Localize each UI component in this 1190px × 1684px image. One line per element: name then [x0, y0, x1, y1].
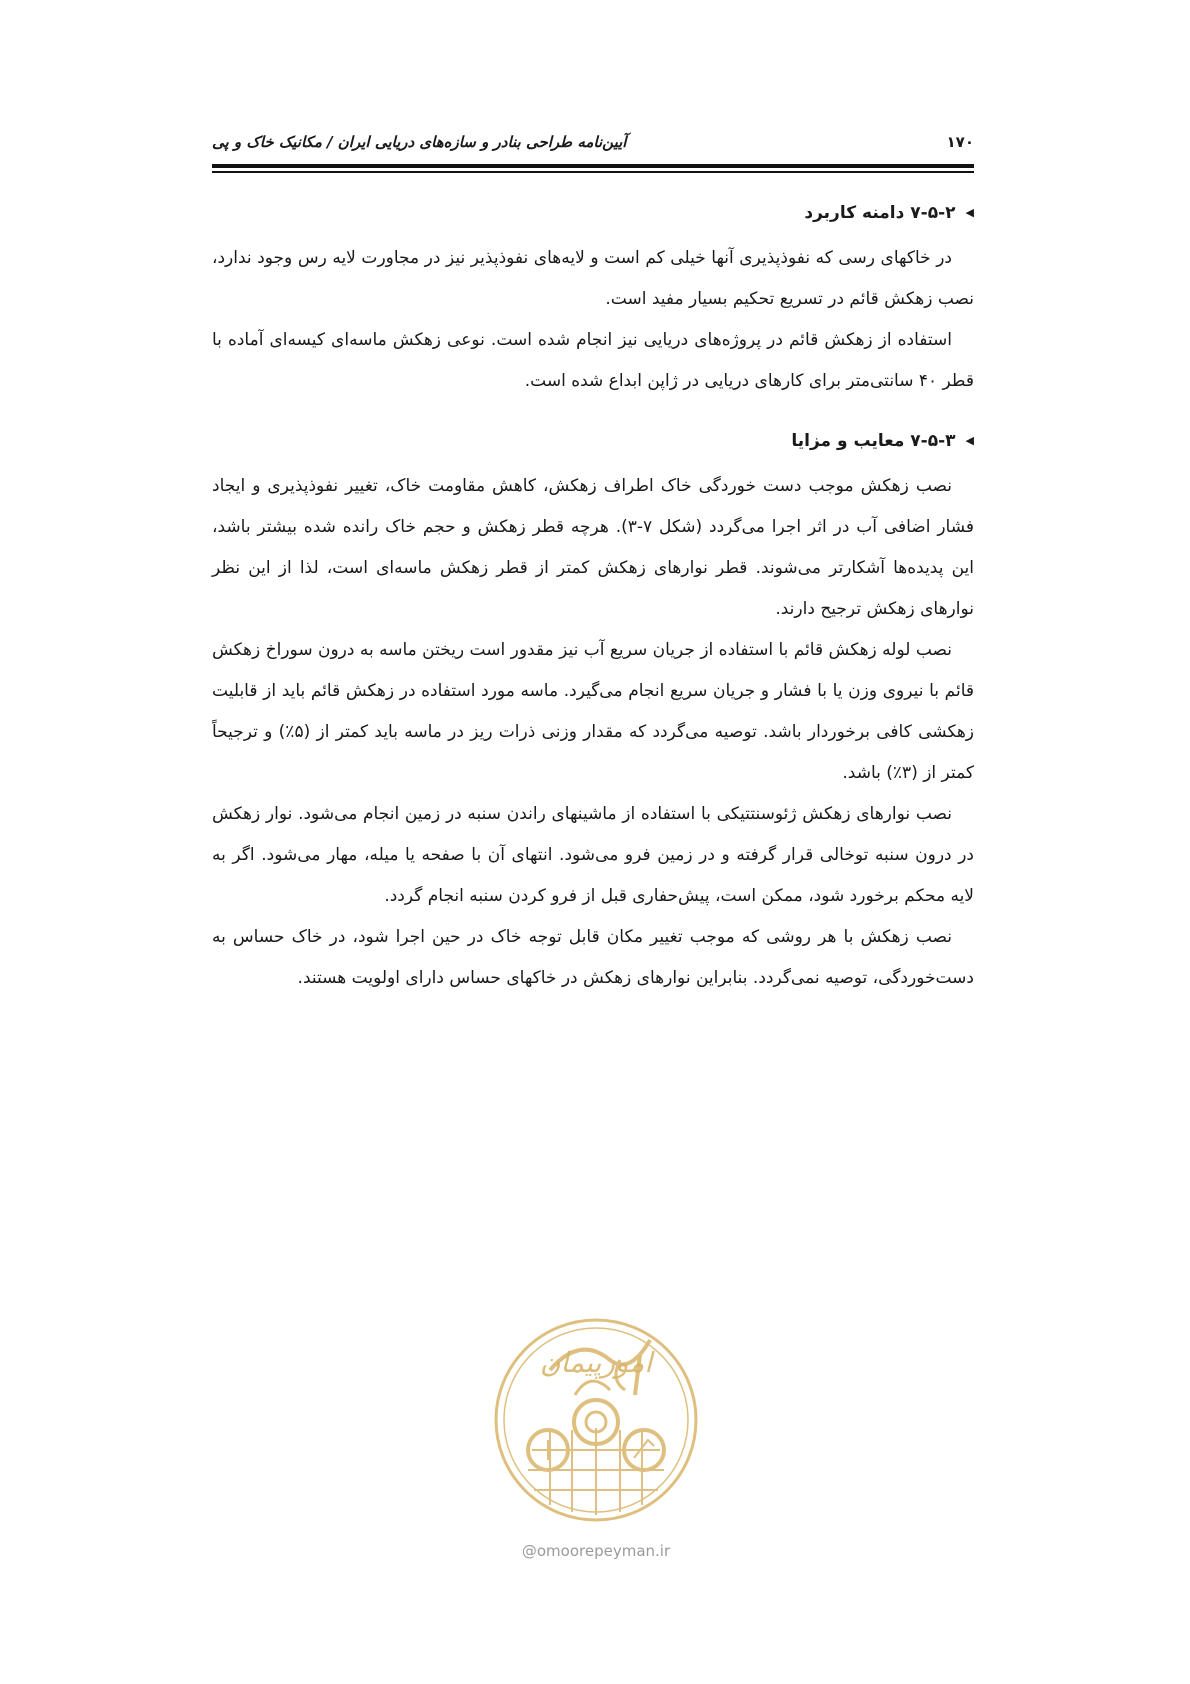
- triangle-left-icon: ◀: [965, 206, 974, 219]
- page-header: [212, 128, 974, 156]
- section-heading-text: ۷-۵-۲ دامنه کاربرد: [804, 203, 956, 223]
- page-number: ۱۷۰: [946, 133, 974, 151]
- paragraph: استفاده از زهکش قائم در پروژه‌های دریایی نیز انجام شده است. نوعی زهکش ماسه‌ای کیسه‌ای آماده با قطر ۴۰ سانتی‌متر برای کارهای دریایی در ژاپن ابداع شده است.: [212, 330, 974, 391]
- triangle-left-icon: ◀: [965, 434, 974, 447]
- watermark-logo: [480, 1300, 712, 1540]
- paragraph: نصب زهکش با هر روشی که موجب تغییر مکان قابل توجه خاک در حین اجرا شود، در خاک حساس به دست‌خوردگی، توصیه نمی‌گردد. بنابراین نوارهای زهکش در خاکهای حساس دارای اولویت هستند.: [212, 927, 974, 988]
- paragraph: نصب لوله زهکش قائم با استفاده از جریان سریع آب نیز مقدور است ریختن ماسه به درون سوراخ زهکش قائم با نیروی وزن یا با فشار و جریان سریع انجام می‌گیرد. ماسه مورد استفاده در زهکش قائم باید از قابلیت زهکشی کافی برخوردار باشد. توصیه می‌گردد که مقدار وزنی ذرات ریز در ماسه باید کمتر از (۵٪) و ترجیحاً کمتر از (۳٪) باشد.: [212, 640, 975, 783]
- paragraph: نصب زهکش موجب دست خوردگی خاک اطراف زهکش، کاهش مقاومت خاک، تغییر نفوذپذیری و ایجاد فشار اضافی آب در اثر اجرا می‌گردد (شکل ۷-۳). هرچه قطر زهکش و حجم خاک رانده شده بیشتر باشد، این پدیده‌ها آشکارتر می‌شوند. قطر نوارهای زهکش کمتر از قطر زهکش ماسه‌ای است، لذا از این نظر نوارهای زهکش ترجیح دارند.: [212, 476, 974, 619]
- header-rule-thick: [212, 164, 974, 168]
- paragraph: نصب نوارهای زهکش ژئوسنتتیکی با استفاده از ماشینهای راندن سنبه در زمین انجام می‌شود. نوار زهکش در درون سنبه توخالی قرار گرفته و در زمین فرو می‌شود. انتهای آن با صفحه یا میله، مهار می‌شود. اگر به لایه محکم برخورد شود، ممکن است، پیش‌حفاری قبل از فرو کردن سنبه انجام گردد.: [212, 804, 974, 906]
- section-heading: [212, 188, 974, 238]
- running-title: آیین‌نامه طراحی بنادر و سازه‌های دریایی ایران / مکانیک خاک و پی: [212, 133, 627, 151]
- watermark-url: @omoorepeyman.ir: [521, 1542, 671, 1560]
- section-heading: [212, 416, 974, 466]
- page-body: [212, 188, 974, 999]
- header-rule-thin: [212, 171, 974, 173]
- section-heading-text: ۷-۵-۳ معایب و مزایا: [791, 431, 956, 451]
- seal-icon: [480, 1300, 712, 1540]
- paragraph: در خاکهای رسی که نفوذپذیری آنها خیلی کم است و لایه‌های نفوذپذیر نیز در مجاورت لایه رس وجود ندارد، نصب زهکش قائم در تسریع تحکیم بسیار مفید است.: [212, 248, 974, 309]
- logo-text: امورپیمان: [539, 1346, 653, 1379]
